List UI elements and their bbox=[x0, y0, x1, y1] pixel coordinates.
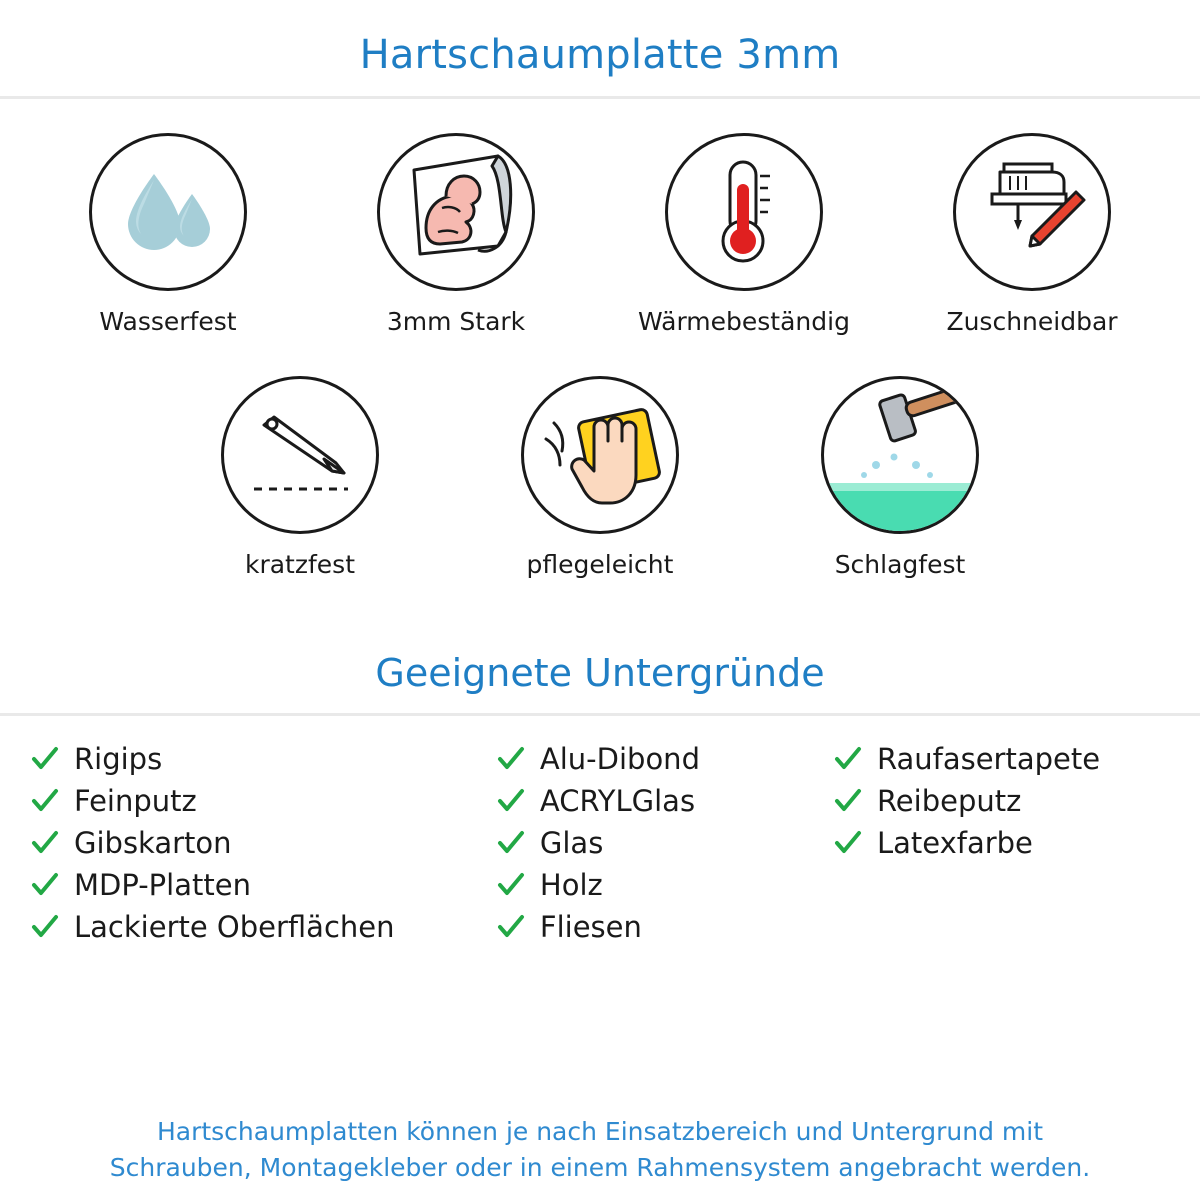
water-drops-icon bbox=[92, 136, 244, 288]
footnote bbox=[0, 1114, 1200, 1186]
feature-schlagfest bbox=[750, 376, 1050, 579]
scratch-knife-icon bbox=[224, 379, 376, 531]
feature-icon-circle bbox=[521, 376, 679, 534]
feature-icon-circle bbox=[953, 133, 1111, 291]
list-item bbox=[833, 738, 1170, 780]
feature-icon-circle bbox=[377, 133, 535, 291]
feature-zuschneidbar bbox=[888, 133, 1176, 336]
list-item bbox=[30, 906, 496, 948]
feature-label: Zuschneidbar bbox=[946, 307, 1118, 336]
list-item-label: Feinputz bbox=[74, 784, 197, 818]
list-item bbox=[30, 738, 496, 780]
feature-icon-circle bbox=[821, 376, 979, 534]
feature-label: 3mm Stark bbox=[386, 307, 526, 336]
feature-icon-circle bbox=[665, 133, 823, 291]
list-item bbox=[496, 738, 833, 780]
list-item bbox=[496, 822, 833, 864]
list-item bbox=[496, 864, 833, 906]
hammer-impact-icon bbox=[824, 379, 976, 531]
list-item bbox=[30, 822, 496, 864]
list-item-label: Rigips bbox=[74, 742, 163, 776]
feature-label: Wasserfest bbox=[99, 307, 237, 336]
surface-column-2 bbox=[496, 738, 833, 948]
list-item-label: MDP-Platten bbox=[74, 868, 251, 902]
check-icon bbox=[30, 828, 60, 858]
feature-3mm-stark bbox=[312, 133, 600, 336]
feature-pflegeleicht bbox=[450, 376, 750, 579]
list-item-label: Gibskarton bbox=[74, 826, 232, 860]
check-icon bbox=[496, 786, 526, 816]
check-icon bbox=[833, 744, 863, 774]
list-item-label: Alu-Dibond bbox=[539, 742, 700, 776]
surface-column-3 bbox=[833, 738, 1170, 948]
feature-icon-circle bbox=[89, 133, 247, 291]
list-item bbox=[30, 864, 496, 906]
check-icon bbox=[496, 870, 526, 900]
section-title-untergruende: Geeignete Untergründe bbox=[375, 651, 825, 695]
surface-column-1 bbox=[30, 738, 496, 948]
list-item-label: Latexfarbe bbox=[876, 826, 1033, 860]
check-icon bbox=[833, 786, 863, 816]
feature-row-2 bbox=[24, 376, 1176, 579]
check-icon bbox=[30, 786, 60, 816]
suitable-surfaces-list bbox=[0, 716, 1200, 948]
feature-wasserfest bbox=[24, 133, 312, 336]
feature-label: Wärmebeständig bbox=[638, 307, 850, 336]
feature-label: Schlagfest bbox=[834, 550, 966, 579]
feature-label: pflegeleicht bbox=[526, 550, 674, 579]
list-item bbox=[833, 822, 1170, 864]
feature-waermebestaendig bbox=[600, 133, 888, 336]
feature-label: kratzfest bbox=[244, 550, 355, 579]
list-item-label: Holz bbox=[539, 868, 603, 902]
check-icon bbox=[833, 828, 863, 858]
strong-arm-icon bbox=[380, 136, 532, 288]
list-item-label: ACRYLGlas bbox=[539, 784, 696, 818]
footnote-line-2: Schrauben, Montagekleber oder in einem Rahmensystem angebracht werden. bbox=[109, 1153, 1091, 1182]
check-icon bbox=[30, 870, 60, 900]
check-icon bbox=[496, 744, 526, 774]
jigsaw-cutter-icon bbox=[956, 136, 1108, 288]
footnote-line-1: Hartschaumplatten können je nach Einsatzbereich und Untergrund mit bbox=[156, 1117, 1044, 1146]
feature-row-1 bbox=[24, 133, 1176, 336]
thermometer-icon bbox=[668, 136, 820, 288]
list-item-label: Glas bbox=[539, 826, 604, 860]
cleaning-hand-cloth-icon bbox=[524, 379, 676, 531]
feature-kratzfest bbox=[150, 376, 450, 579]
list-item bbox=[496, 780, 833, 822]
list-item-label: Lackierte Oberflächen bbox=[74, 910, 395, 944]
list-item-label: Raufasertapete bbox=[876, 742, 1101, 776]
list-item-label: Reibeputz bbox=[876, 784, 1022, 818]
feature-icon-circle bbox=[221, 376, 379, 534]
check-icon bbox=[496, 912, 526, 942]
check-icon bbox=[30, 744, 60, 774]
check-icon bbox=[30, 912, 60, 942]
list-item bbox=[30, 780, 496, 822]
list-item bbox=[496, 906, 833, 948]
list-item-label: Fliesen bbox=[539, 910, 642, 944]
feature-grid bbox=[0, 99, 1200, 579]
page-title: Hartschaumplatte 3mm bbox=[359, 32, 841, 78]
list-item bbox=[833, 780, 1170, 822]
check-icon bbox=[496, 828, 526, 858]
